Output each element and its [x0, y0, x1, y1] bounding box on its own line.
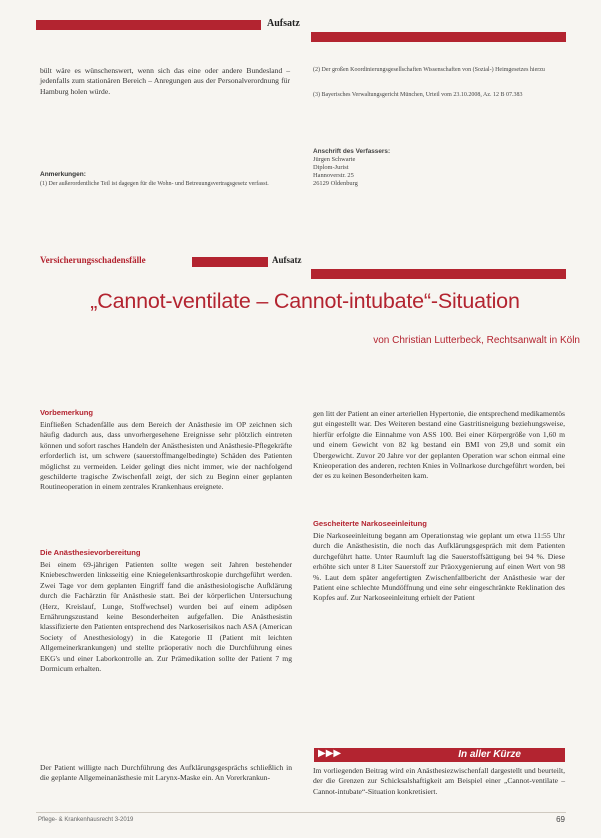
summary-box-header — [314, 748, 565, 762]
heading-gescheiterte-narkoseeinleitung: Gescheiterte Narkoseeinleitung — [313, 519, 427, 528]
notes-block — [40, 170, 290, 188]
top-right-note-3: (3) Bayerisches Verwaltungsgericht München, Urteil vom 23.10.2008, Az. 12 B 07.383 — [313, 92, 523, 98]
right-paragraph-1: gen litt der Patient an einer arteriellen Hypertonie, die entsprechend medikamentös gut eingestellt war. Des Weiteren bestand eine Gastritisneigung beziehungsweise, hierfür erfolgte die Einnahme von ASS 100. Bei einer Körpergröße von 1,60 m und einem Gewicht von 82 kg bestand ein BMI von 29,8 und somit ein Übergewicht. Zuvor 20 Jahre vor der geplanten Operation war schon einmal eine Knieoperation des anderen, rechten Knies in Vollnarkose durchgeführt worden, bei der es zu keinen Besonderheiten kam. — [313, 409, 565, 481]
header-rubric-label: Heimrecht — [519, 34, 565, 45]
left-paragraph-2: Bei einem 69-jährigen Patienten sollte wegen seit Jahren bestehender Kniebeschwerden linksseitig eine Kniegelenksarthroskopie durchgeführt werden. Zwei Tage vor dem geplanten Eingriff fand die anästhesiologische Aufklärung durch die Fachärztin für Anästhesie statt. Bei der körperlichen Untersuchung (Herz, Kreislauf, Lunge, Stoffwechsel) wurden bei auf einem adipösen Ernährungszustand keine Besonderheiten aufgefallen. Die Anästhesistin klassifizierte den Patienten entsprechend des Narkoserisikos nach ASA (American Society of Anesthesiology) in die Kategorie II (Patient mit leichten Allgemeinerkrankungen) und stellte präoperativ noch die Durchführung eines EKG's und einer Laborkontrolle an. Zur Prämedikation sollte der Patient 7 mg Dormicum erhalten. — [40, 560, 292, 674]
notes-title: Anmerkungen: — [40, 171, 86, 178]
top-left-text: bült wäre es wünschenswert, wenn sich das eine oder andere Bundesland – jedenfalls zum stationären Bereich – Anregungen aus der Personalverordnung für Hamburg holen würde. — [40, 66, 290, 96]
header-bar-left — [36, 20, 261, 30]
section-rubric-label: Versicherungsschadensfälle — [40, 255, 146, 265]
left-paragraph-3: Der Patient willigte nach Durchführung des Aufklärungsgesprächs schließlich in die geplante Allgemeinanästhesie mit Larynx-Maske ein. An Vorerkrankun- — [40, 763, 292, 783]
summary-box-text: Im vorliegenden Beitrag wird ein Anästhesiezwischenfall dargestellt und beurteilt, der die Grenzen zur Schicksalshaftigkeit am Beispiel einer „Cannot-ventilate – Cannot-intubate“-Situation konkretisiert. — [313, 766, 565, 796]
section-bar-right — [311, 269, 566, 279]
address-block — [313, 148, 565, 188]
section-article-label: Aufsatz — [272, 255, 302, 265]
footer-rule — [36, 812, 566, 813]
article-title: „Cannot-ventilate – Cannot-intubate“-Situation — [90, 289, 520, 313]
footer-journal: Pflege- & Krankenhausrecht 3-2019 — [38, 817, 134, 823]
section-bar-middle — [192, 257, 268, 267]
page-number: 69 — [556, 815, 565, 824]
address-line: Hannoverstr. 25 — [313, 172, 354, 179]
right-paragraph-2: Die Narkoseeinleitung begann am Operationstag wie geplant um etwa 11:55 Uhr durch die Anästhesistin, die noch das Aufklärungsgespräch mit dem Patienten durchgeführt hatte. Unter Raumluft lag die Sauerstoffsättigung bei 94 %. Diese erhöhte sich unter 8 Liter Sauerstoff zur Präoxygenierung auf einen Wert von 98 %. Laut dem später angefertigten Zwischenfallbericht der Anästhesie war der Patient eine schlechte Mundöffnung und eine sehr eingeschränkte Reklination des Kopfes auf. Zur Narkoseeinleitung erhielt der Patient — [313, 531, 565, 603]
left-paragraph-1: Einfließen Schadenfälle aus dem Bereich der Anästhesie im OP zeichnen sich häufig dadurch aus, dass unvorhergesehene Ereignisse sehr plötzlich eintreten können und sofort rasches Handeln der Anästhesisten und Anästhesie-Pflegekräfte erforderlich ist, um schwere (sauerstoffmangelbedingte) Schäden des Patienten möglichst zu vermeiden. Leider gelingt dies nicht immer, wie der nachfolgend geschilderte tragische Zwischenfall zeigt, der sich zu Beginn einer geplanten Routineoperation in einem zentrales Krankenhaus ereignete. — [40, 420, 292, 492]
arrows-icon: ▶▶▶ — [318, 748, 342, 759]
address-line: Diplom-Jurist — [313, 164, 349, 171]
address-line: Jürgen Schwarte — [313, 156, 356, 163]
address-title: Anschrift des Verfassers: — [313, 148, 391, 155]
summary-box-title: In aller Kürze — [458, 749, 521, 760]
heading-anaesthesievorbereitung: Die Anästhesievorbereitung — [40, 548, 141, 557]
header-section-label: Aufsatz — [267, 18, 300, 29]
heading-vorbemerkung: Vorbemerkung — [40, 408, 94, 417]
note-1: (1) Der außerordentliche Teil ist dagegen für die Wohn- und Betreuungsvertragsgesetz verfasst. — [40, 181, 269, 188]
top-right-note-2: (2) Der großen Koordinierungsgesellschaften Wissenschaften von (Sozial-) Heimgesetzes hierzu — [313, 67, 545, 73]
address-line: 26129 Oldenburg — [313, 180, 358, 187]
article-author: von Christian Lutterbeck, Rechtsanwalt in Köln — [373, 335, 580, 346]
